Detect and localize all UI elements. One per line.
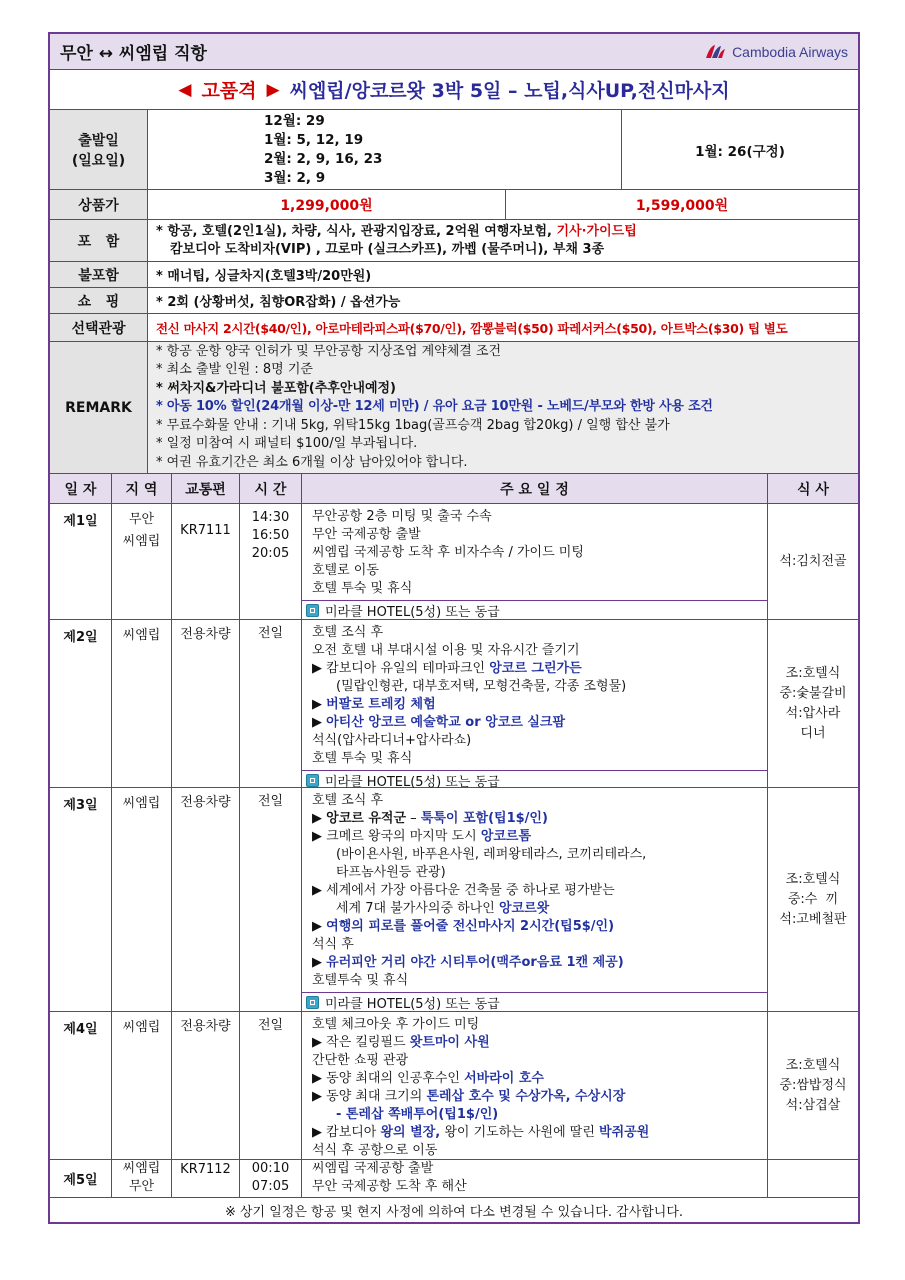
meal: 석:압사라 [785,705,841,721]
remark-row [50,342,858,474]
hotel-row [302,992,767,1012]
itinerary-highlight: 버팔로 트레킹 체험 [326,697,436,712]
remark-item: * 일정 미참여 시 패널티 $100/일 부과됩니다. [156,436,418,452]
itinerary-line: 석식 후 [312,937,354,952]
itinerary-highlight: 서바라이 호수 [464,1071,544,1086]
itinerary-highlight: 아티산 앙코르 예술학교 or 앙코르 실크팜 [326,715,566,730]
meal: 중:쌈밥정식 [779,1077,847,1093]
price-regular: 1,299,000원 [148,190,506,219]
location: 무안 [128,1179,155,1194]
excludes-row [50,262,858,288]
meal: 디너 [800,725,826,741]
hotel-name: 미라클 HOTEL(5성) 또는 동급 [325,605,500,620]
itinerary-line: ▶ [312,919,327,934]
day-itinerary [302,620,768,790]
itinerary-line: 석식(압사라디너+압사라쇼) [312,733,472,748]
remark-item: * 최소 출발 인원 : 8명 기준 [156,362,313,378]
itinerary-line: ▶ 동양 최대의 인공후수인 [312,1071,465,1086]
includes-line2: 캄보디아 도착비자(VIP) , 끄로마 (실크스카프), 까벱 (물주머니), 부채 3종 [170,241,605,257]
itinerary-line: 무안공항 2층 미팅 및 출국 수속 [312,509,492,524]
itinerary-highlight: 왕의 별장, [380,1125,441,1140]
day-label: 제1일 [50,504,112,619]
day-row [50,1012,858,1160]
itinerary-highlight: 박쥐공원 [599,1125,650,1140]
col-header-transport: 교통편 [172,474,240,503]
hotel-name: 미라클 HOTEL(5성) 또는 동급 [325,997,500,1012]
remark-item: * 여권 유효기간은 최소 6개월 이상 남아있어야 합니다. [156,454,468,470]
hotel-icon [306,774,319,787]
meal: 석:고베철판 [779,911,847,927]
optional-row [50,314,858,342]
time: 전일 [240,620,302,787]
itinerary-line: ▶ 세계에서 가장 아름다운 건축물 중 하나로 평가받는 [312,883,615,898]
time: 14:30 [251,510,290,525]
itinerary-line: 타프놈사원등 관광) [336,865,446,880]
departure-label [50,110,148,189]
route-header [50,34,858,70]
remark-item: * 항공 운항 양국 인허가 및 무안공항 지상조업 계약체결 조건 [156,343,502,359]
itinerary-line: 호텔로 이동 [312,563,379,578]
shopping-row [50,288,858,314]
day-meals [768,504,858,619]
day-meals [768,1160,858,1197]
itinerary-highlight: 앙코르 유적군 [326,811,407,826]
itinerary-line: 오전 호텔 내 부대시설 이용 및 자유시간 즐기기 [312,643,580,658]
price-holiday: 1,599,000원 [635,197,729,214]
transport: KR7111 [180,523,231,538]
shopping-text: * 2회 (상황버섯, 침향OR잡화) / 옵션가능 [156,295,401,310]
includes-tip-highlight: 기사·가이드팁 [556,223,637,239]
itinerary-highlight: 왓트마이 사원 [409,1035,490,1050]
itinerary-line: 호텔 조식 후 [312,625,384,640]
itinerary-sheet [48,32,860,1224]
location: 씨엠립 [112,620,172,787]
meal: 석:삼겹살 [785,1097,841,1113]
date-line: 1월: 5, 12, 19 [264,131,364,148]
departure-dates-regular [148,110,622,189]
remark-label: REMARK [50,342,148,473]
departure-row [50,110,858,190]
itinerary-line: ▶ 캄보디아 [312,1125,381,1140]
itinerary-line: 호텔 투숙 및 휴식 [312,581,413,596]
day-meals [768,620,858,787]
time: 전일 [240,788,302,1011]
itinerary-highlight: 유러피안 거리 야간 시티투어(맥주or음료 1캔 제공) [326,955,624,970]
day-label: 제3일 [50,788,112,1011]
hotel-icon [306,604,319,617]
itinerary-line: 간단한 쇼핑 관광 [312,1053,409,1068]
location: 씨엠립 [112,1012,172,1159]
transport [172,509,239,521]
remark-item: * 무료수화물 안내 : 기내 5kg, 위탁15kg 1bag(골프승객 2bag 합20kg) / 일행 합산 불가 [156,417,670,433]
meal: 중:수 끼 [787,891,839,907]
itinerary-line: 무안 국제공항 출발 [312,527,421,542]
date-line: 2월: 2, 9, 16, 23 [264,150,383,167]
day-times [240,504,302,619]
departure-label-line2: (일요일) [71,152,126,169]
itinerary-line: ▶ [312,715,327,730]
includes-label: 포 함 [50,220,148,261]
day-itinerary [302,788,768,1011]
itinerary-line: ▶ 작은 킬링필드 [312,1035,410,1050]
route-title: 무안 ↔ 씨엠립 직항 [60,44,207,64]
remark-item: * 아동 10% 할인(24개월 이상-만 12세 미만) / 유아 요금 10만원 - 노베드/부모와 한방 사용 조건 [156,399,713,415]
itinerary-line: (바이욘사원, 바푸욘사원, 레퍼왕테라스, 코끼리테라스, [336,847,647,862]
itinerary-line: – [406,811,421,826]
day-itinerary [302,1012,768,1159]
day-label: 제5일 [50,1160,112,1197]
airline-name: Cambodia Airways [732,43,848,60]
itinerary-line: 무안 국제공항 도착 후 해산 [312,1179,467,1194]
itinerary-line: ▶ [312,811,327,826]
itinerary-highlight: 앙코르 그린가든 [489,661,582,676]
itinerary-line: ▶ [312,697,327,712]
location: 씨엠립 [122,1161,161,1176]
day-row [50,1160,858,1198]
meal: 중:숯불갈비 [779,685,847,701]
departure-dates-holiday: 1월: 26(구정) [695,143,785,160]
meal: 조:호텔식 [785,871,841,887]
itinerary-line: ▶ 크메르 왕국의 마지막 도시 [312,829,481,844]
itinerary-line: ▶ [312,955,327,970]
schedule-header [50,474,858,504]
day-meals [768,1012,858,1159]
airline-logo-icon [704,44,726,60]
col-header-itinerary: 주 요 일 정 [302,474,768,503]
meal: 조:호텔식 [785,665,841,681]
time: 07:05 [251,1179,290,1194]
includes-line1: * 항공, 호텔(2인1실), 차량, 식사, 관광지입장료, 2억원 여행자보험, [156,223,557,239]
itinerary-line: 호텔 조식 후 [312,793,384,808]
col-header-day: 일 자 [50,474,112,503]
day-transport [172,504,240,619]
col-header-time: 시 간 [240,474,302,503]
time: 20:05 [251,546,290,561]
day-row [50,620,858,788]
left-triangle-icon: ◀ [178,79,192,100]
transport: 전용차량 [172,1012,240,1159]
itinerary-highlight: 툭툭이 포함(팁1$/인) [420,811,548,826]
itinerary-line: 호텔투숙 및 휴식 [312,973,409,988]
remark-item: * 써차지&가라디너 불포함(추후안내예정) [156,380,396,396]
itinerary-line: (밀랍인형관, 대부호저택, 모형건축물, 각종 조형물) [336,679,627,694]
itinerary-line: 씨엠립 국제공항 도착 후 비자수속 / 가이드 미팅 [312,545,584,560]
meal: 석:김치전골 [779,553,847,569]
hotel-row [302,600,767,620]
itinerary-highlight: 여행의 피로를 풀어줄 전신마사지 2시간(팁5$/인) [326,919,615,934]
departure-label-line1: 출발일 [78,132,119,149]
itinerary-line: 세계 7대 불가사의중 하나인 [336,901,499,916]
time: 전일 [240,1012,302,1159]
shopping-label: 쇼 핑 [50,288,148,313]
hotel-icon [306,996,319,1009]
includes-row [50,220,858,262]
meal: 조:호텔식 [785,1057,841,1073]
itinerary-highlight: - 톤레삽 쪽배투어(팁1$/인) [336,1107,499,1122]
time: 00:10 [251,1161,290,1176]
itinerary-line: 석식 후 공항으로 이동 [312,1143,438,1158]
day-meals [768,788,858,1011]
itinerary-line: 호텔 체크아웃 후 가이드 미팅 [312,1017,480,1032]
day-itinerary [302,1160,768,1197]
airline-logo [704,44,848,60]
footer-note: ※ 상기 일정은 항공 및 현지 사정에 의하여 다소 변경될 수 있습니다. 감사합니다. [224,1204,684,1220]
itinerary-highlight: 톤레삽 호수 및 수상가옥, 수상시장 [426,1089,626,1104]
day-row [50,788,858,1012]
itinerary-line: ▶ 동양 최대 크기의 [312,1089,427,1104]
day-locations [112,1160,172,1197]
location: 씨엠립 [112,788,172,1011]
day-label: 제2일 [50,620,112,787]
price-label: 상품가 [50,190,148,219]
day-locations [112,504,172,619]
includes-text [148,220,858,261]
product-title: 씨엡립/앙코르왓 3박 5일 – 노팁,식사UP,전신마사지 [289,80,730,102]
remark-list [148,342,858,473]
itinerary-line: 왕이 기도하는 사원에 딸린 [440,1125,600,1140]
excludes-text: * 매너팁, 싱글차지(호텔3박/20만원) [156,269,372,284]
hotel-row [302,770,767,790]
day-itinerary [302,504,768,619]
itinerary-line: 씨엠립 국제공항 출발 [312,1161,434,1176]
itinerary-line: ▶ 캄보디아 유일의 테마파크인 [312,661,490,676]
day-row [50,504,858,620]
day-label: 제4일 [50,1012,112,1159]
location: 무안 [128,512,155,527]
itinerary-highlight: 앙코르톰 [480,829,532,844]
day-times [240,1160,302,1197]
location: 씨엠립 [122,534,161,549]
right-triangle-icon: ▶ [266,79,280,100]
hotel-name: 미라클 HOTEL(5성) 또는 동급 [325,775,500,790]
price-row [50,190,858,220]
col-header-meals: 식 사 [797,481,829,498]
optional-text: 전신 마사지 2시간($40/인), 아로마테라피스파($70/인), 깜뽕블럭($50) 파레서커스($50), 아트박스($30) 팁 별도 [156,320,788,336]
date-line: 12월: 29 [264,112,325,129]
itinerary-highlight: 앙코르왓 [498,901,550,916]
transport: 전용차량 [172,788,240,1011]
col-header-location: 지 역 [112,474,172,503]
transport: 전용차량 [172,620,240,787]
grade-label: 고품격 [201,80,257,102]
date-line: 3월: 2, 9 [264,169,326,186]
product-title-row [50,70,858,110]
time: 16:50 [251,528,290,543]
optional-label: 선택관광 [50,314,148,341]
itinerary-line: 호텔 투숙 및 휴식 [312,751,413,766]
excludes-label: 불포함 [50,262,148,287]
transport: KR7112 [172,1160,240,1197]
